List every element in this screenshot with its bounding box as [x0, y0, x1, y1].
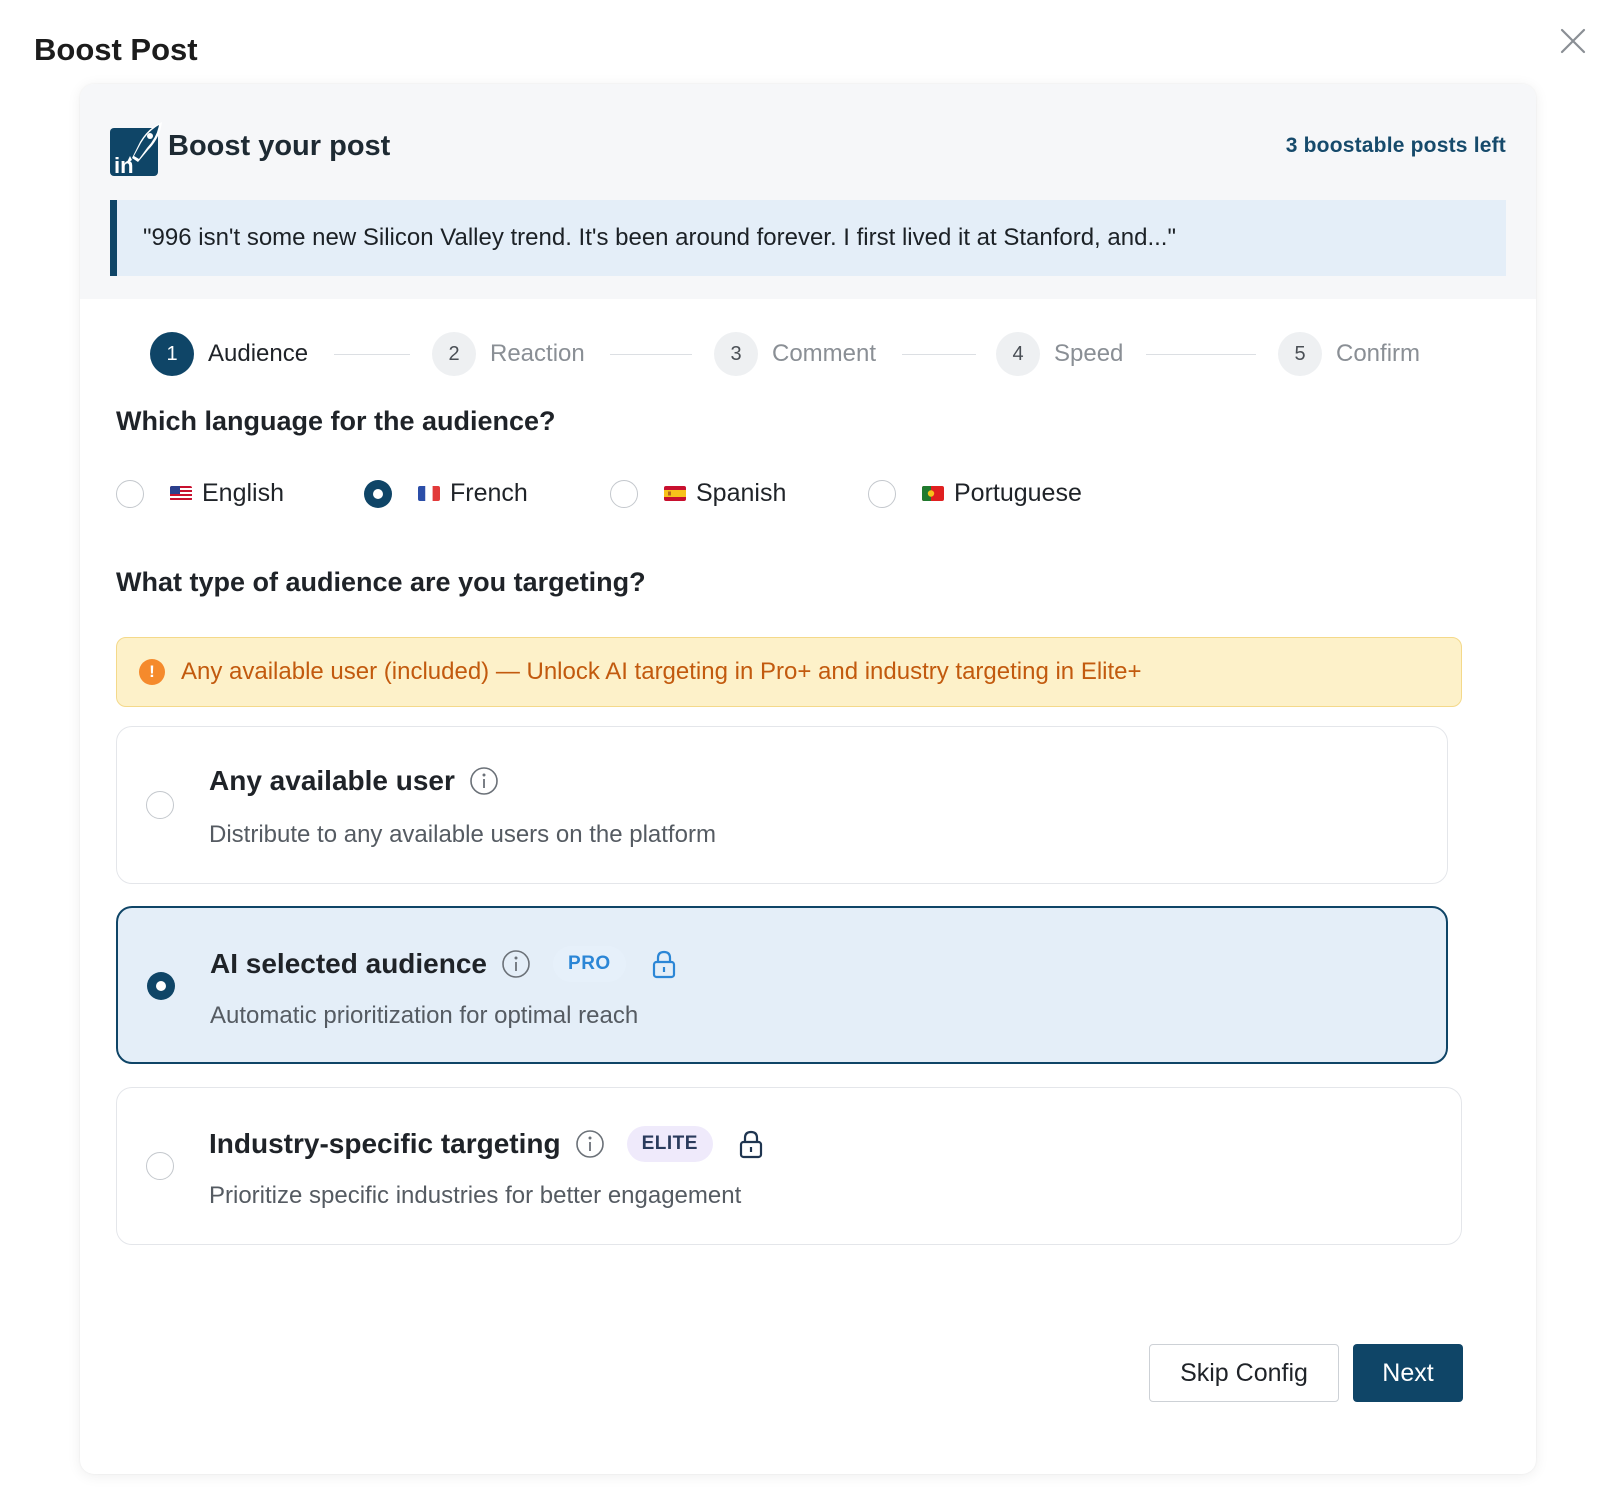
language-option-portuguese[interactable] [868, 479, 1082, 508]
audience-option-industry[interactable] [116, 1087, 1462, 1245]
close-icon [1560, 28, 1586, 54]
step-number: 5 [1278, 332, 1322, 376]
step-speed[interactable] [996, 332, 1123, 376]
step-number: 4 [996, 332, 1040, 376]
language-label: English [202, 479, 284, 507]
option-description: Automatic prioritization for optimal reach [210, 1002, 639, 1029]
card-header [80, 84, 1536, 299]
svg-text:in: in [114, 153, 134, 178]
step-label: Audience [208, 340, 309, 367]
option-title-row [209, 765, 499, 797]
us-flag-icon [170, 486, 192, 501]
linkedin-rocket-logo [110, 120, 164, 178]
step-label: Reaction [490, 340, 585, 367]
language-option-french[interactable] [364, 479, 528, 508]
audience-question: What type of audience are you targeting? [116, 567, 646, 597]
next-button[interactable]: Next [1353, 1344, 1463, 1402]
option-description: Prioritize specific industries for better engagement [209, 1182, 742, 1209]
option-title: Industry-specific targeting [209, 1128, 561, 1159]
step-number: 2 [432, 332, 476, 376]
fr-flag-icon [418, 486, 440, 501]
radio-button-selected[interactable] [147, 972, 175, 1000]
language-option-english[interactable] [116, 479, 284, 508]
close-button[interactable] [1558, 26, 1588, 56]
language-label: Portuguese [954, 479, 1082, 507]
step-label: Speed [1054, 340, 1124, 367]
step-connector [902, 354, 976, 355]
step-number: 3 [714, 332, 758, 376]
info-icon[interactable] [575, 1129, 605, 1159]
radio-button[interactable] [868, 480, 896, 508]
notice-text: Any available user (included) — Unlock AI targeting in Pro+ and industry targeting in Elite+ [181, 658, 1142, 685]
boost-card [80, 84, 1536, 1474]
step-reaction[interactable] [432, 332, 585, 376]
card-title: Boost your post [168, 130, 391, 162]
step-number: 1 [150, 332, 194, 376]
radio-button[interactable] [610, 480, 638, 508]
upgrade-notice [116, 637, 1462, 707]
info-icon[interactable] [469, 766, 499, 796]
lock-icon [650, 949, 678, 979]
skip-config-button[interactable]: Skip Config [1149, 1344, 1339, 1402]
step-comment[interactable] [714, 332, 876, 376]
step-confirm[interactable] [1278, 332, 1420, 376]
pro-badge: PRO [553, 946, 626, 982]
es-flag-icon [664, 486, 686, 501]
pt-flag-icon [922, 486, 944, 501]
option-title: AI selected audience [210, 948, 488, 979]
step-connector [610, 354, 692, 355]
option-title-row [210, 946, 678, 982]
step-audience[interactable] [150, 332, 308, 376]
radio-button[interactable] [146, 1152, 174, 1180]
language-question: Which language for the audience? [116, 406, 556, 436]
post-quote: "996 isn't some new Silicon Valley trend. It's been around forever. I first lived it at Stanford, and..." [110, 200, 1506, 276]
step-label: Confirm [1336, 340, 1421, 367]
language-option-spanish[interactable] [610, 479, 786, 508]
audience-option-any-user[interactable] [116, 726, 1448, 884]
radio-button[interactable] [146, 791, 174, 819]
language-label: French [450, 479, 528, 507]
option-title-row [209, 1126, 765, 1162]
radio-button-selected[interactable] [364, 480, 392, 508]
info-icon[interactable] [501, 949, 531, 979]
step-label: Comment [772, 340, 877, 367]
option-description: Distribute to any available users on the platform [209, 821, 716, 848]
language-label: Spanish [696, 479, 787, 507]
lock-icon [737, 1129, 765, 1159]
step-connector [1146, 354, 1256, 355]
boostable-posts-count: 3 boostable posts left [1285, 134, 1506, 157]
modal-title: Boost Post [34, 32, 198, 67]
audience-option-ai-selected[interactable] [116, 906, 1448, 1064]
warning-icon: ! [139, 659, 165, 685]
elite-badge: ELITE [627, 1126, 713, 1162]
step-connector [334, 354, 410, 355]
radio-button[interactable] [116, 480, 144, 508]
option-title: Any available user [209, 765, 455, 796]
